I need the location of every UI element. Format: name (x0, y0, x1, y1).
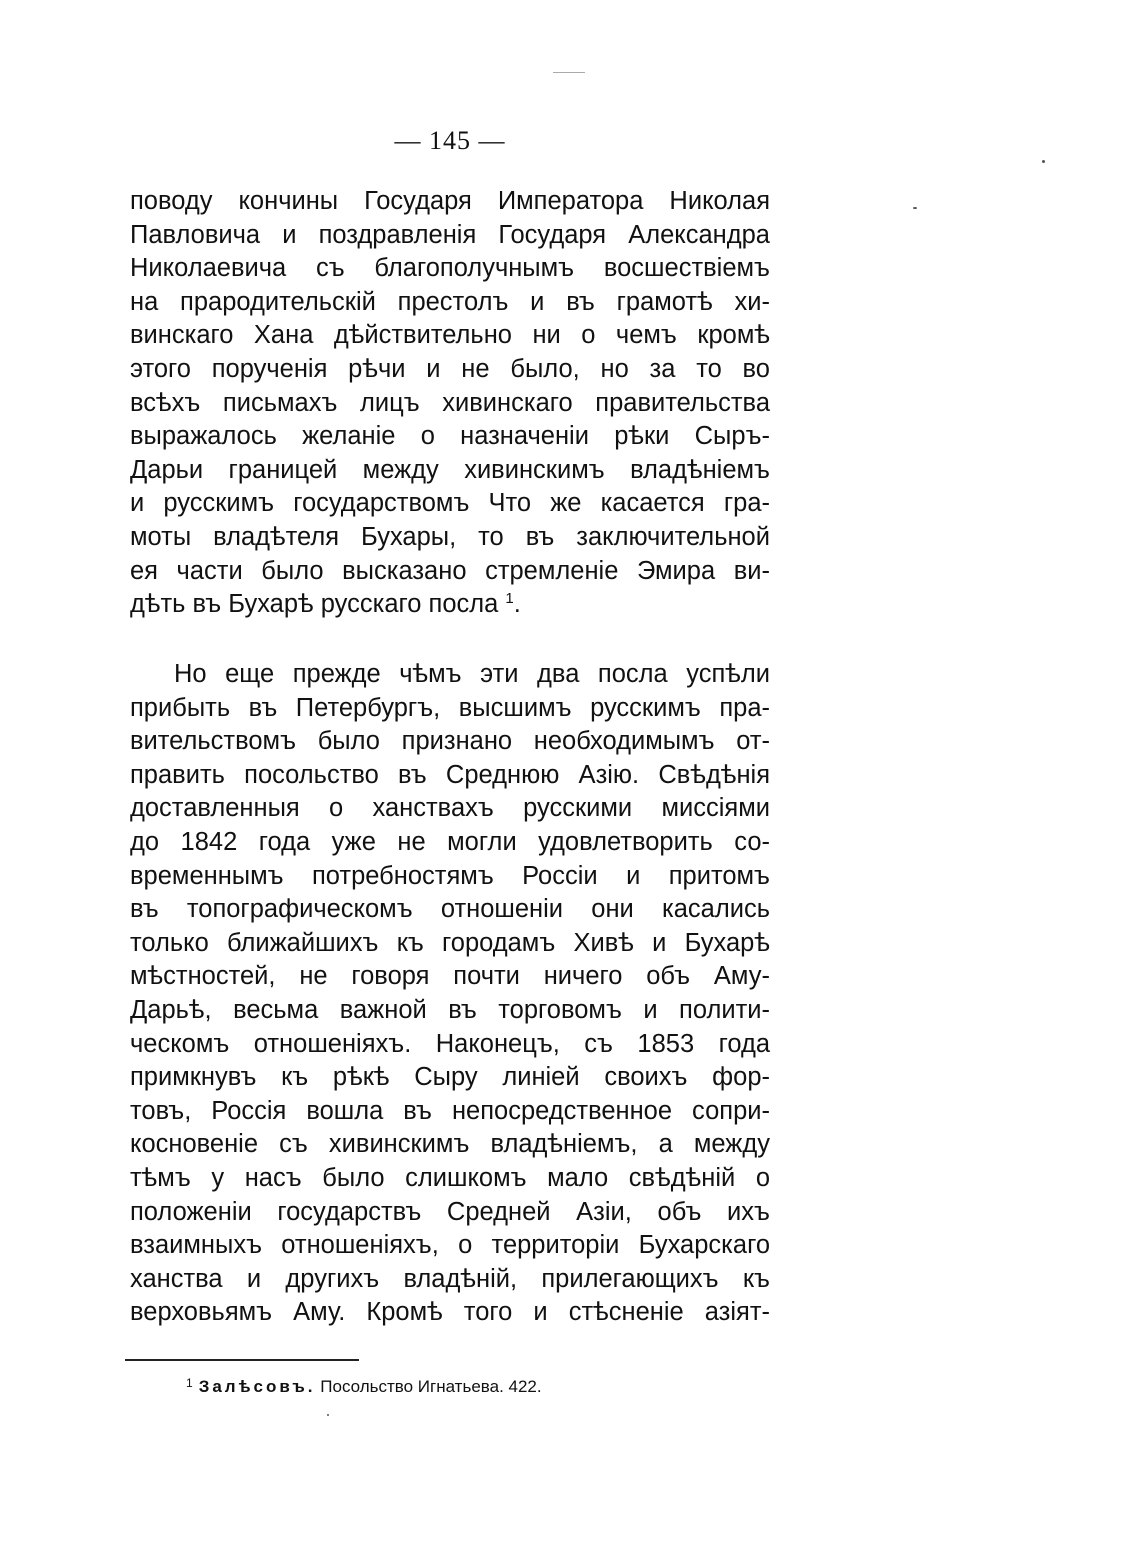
footnote-text: Посольство Игнатьева. 422. (320, 1377, 542, 1396)
scan-speck (913, 207, 917, 209)
text-line: доставленныя о ханствахъ русскими миссіями (130, 794, 770, 823)
text-line: примкнувъ къ рѣкѣ Сыру линіей своихъ фор- (130, 1063, 770, 1092)
paragraph-2 (130, 658, 770, 1330)
text-line: править посольство въ Среднюю Азію. Свѣдѣнія (130, 760, 770, 789)
text-line: только ближайшихъ къ городамъ Хивѣ и Бухарѣ (130, 928, 770, 957)
text-line: верховьямъ Аму. Кромѣ того и стѣсненіе азіят- (130, 1298, 770, 1327)
text-line-content: дѣть въ Бухарѣ русскаго посла (130, 590, 499, 619)
text-line: ханства и другихъ владѣній, прилегающихъ къ (130, 1264, 770, 1293)
text-line: тѣмъ у насъ было слишкомъ мало свѣдѣній о (130, 1163, 770, 1192)
scan-speck (327, 1414, 329, 1416)
sentence-end: . (513, 590, 521, 619)
page-number: — 145 — (394, 126, 506, 155)
text-line: моты владѣтеля Бухары, то въ заключительной (130, 522, 770, 551)
text-line: поводу кончины Государя Императора Николая (130, 187, 770, 215)
text-line: выражалось желаніе о назначеніи рѣки Сыръ- (130, 422, 770, 451)
text-line: этого порученія рѣчи и не было, но за то во (130, 354, 770, 383)
text-line: косновеніе съ хивинскимъ владѣніемъ, а между (130, 1130, 770, 1159)
text-line: Павловича и поздравленія Государя Александра (130, 220, 770, 249)
text-line: всѣхъ письмахъ лицъ хивинскаго правительства (130, 388, 770, 417)
text-line: Дарьѣ, весьма важной въ торговомъ и полити- (130, 995, 770, 1024)
text-line: на прародительскій престолъ и въ грамотѣ хи- (130, 287, 770, 316)
text-line-last (130, 588, 770, 622)
footnote (186, 1376, 542, 1397)
text-line: въ топографическомъ отношеніи они касались (130, 895, 770, 924)
scan-artifact-line (553, 72, 585, 73)
text-line: вительствомъ было признано необходимымъ от- (130, 727, 770, 756)
footnote-divider (125, 1359, 359, 1361)
paragraph-1 (130, 185, 770, 622)
text-line: товъ, Россія вошла въ непосредственное сопри- (130, 1096, 770, 1125)
text-line: Дарьи границей между хивинскимъ владѣніемъ (130, 455, 770, 484)
text-line: винскаго Хана дѣйствительно ни о чемъ кромѣ (130, 321, 770, 350)
text-line: Николаевича съ благополучнымъ восшествіемъ (130, 254, 770, 283)
scan-speck (1042, 160, 1045, 163)
text-line: временнымъ потребностямъ Россіи и притомъ (130, 861, 770, 890)
footnote-reference[interactable]: 1 (505, 590, 514, 608)
text-line: положеніи государствъ Средней Азіи, объ ихъ (130, 1197, 770, 1226)
text-line: Но еще прежде чѣмъ эти два посла успѣли (174, 660, 770, 688)
text-line: ческомъ отношеніяхъ. Наконецъ, съ 1853 года (130, 1029, 770, 1058)
text-line: прибыть въ Петербургъ, высшимъ русскимъ пра- (130, 693, 770, 722)
footnote-author: Залѣсовъ. (198, 1377, 316, 1396)
text-line: и русскимъ государствомъ Что же касается гра- (130, 489, 770, 518)
text-line: мѣстностей, не говоря почти ничего объ Аму- (130, 962, 770, 991)
text-line: взаимныхъ отношеніяхъ, о территоріи Бухарскаго (130, 1231, 770, 1260)
footnote-marker: 1 (186, 1376, 193, 1390)
text-line: до 1842 года уже не могли удовлетворить со- (130, 827, 770, 856)
text-line: ея части было высказано стремленіе Эмира ви- (130, 556, 770, 585)
